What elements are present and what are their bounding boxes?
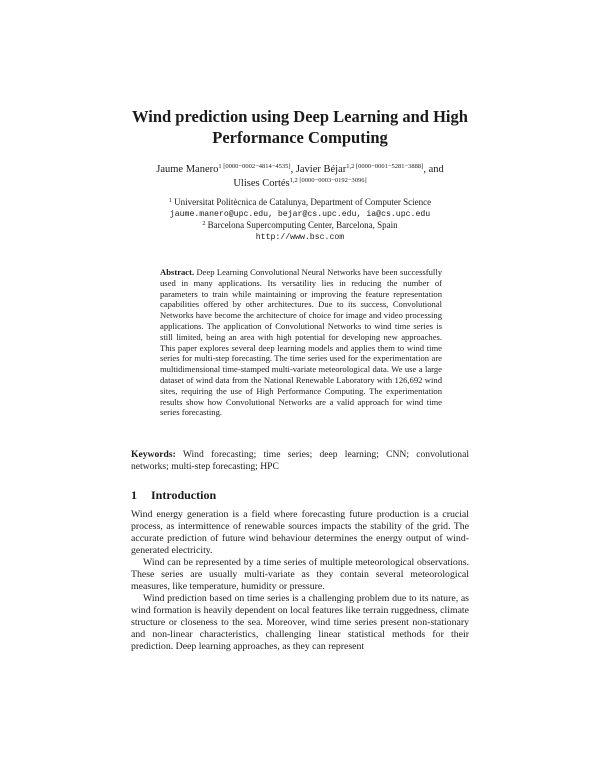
affiliation-number: 1 bbox=[168, 198, 172, 204]
author-affiliation-marker: 1,2 [0000−0001−5281−3888] bbox=[346, 163, 424, 170]
author-name: Ulises Cortés bbox=[233, 178, 290, 189]
section-number: 1 bbox=[131, 488, 137, 502]
author-list bbox=[110, 163, 490, 191]
abstract bbox=[160, 267, 442, 418]
author-separator: , and bbox=[423, 164, 444, 175]
abstract-label: Abstract. bbox=[160, 267, 195, 277]
keywords bbox=[131, 449, 469, 473]
affiliation-name: Universitat Politècnica de Catalunya, Department of Computer Science bbox=[174, 197, 432, 207]
paragraph: Wind energy generation is a field where forecasting future production is a crucial process, as intermittence of renewable sources impacts the stability of the grid. The accurate prediction of future wind behaviour determines the energy output of wind-generated electricity. bbox=[131, 509, 469, 556]
abstract-text: Deep Learning Convolutional Neural Networks have been successfully used in many applications. Its versatility lies in reducing the number of parameters to train while maintaining or improving the feature representation capabilities offered by other architectures. Due to its success, Convolutional Networks have become the architecture of choice for image and video processing applications. The application of Convolutional Networks to wind time series is still limited, being an area with high potential for developing new approaches. This paper explores several deep learning models and applies them to wind time series for multi-step forecasting. The time series used for the experimentation are multidimensional time-stamped multi-variate meteorological data. We use a large dataset of wind data from the National Renewable Laboratory with 126,692 wind sites, requiring the use of High Performance Computing. The experimentation results show how Convolutional Networks are a valid approach for wind time series forecasting. bbox=[160, 267, 443, 418]
affiliation-name: Barcelona Supercomputing Center, Barcelona, Spain bbox=[207, 220, 398, 230]
affiliation-url[interactable]: http://www.bsc.com bbox=[255, 232, 345, 242]
paper-title: Wind prediction using Deep Learning and High Performance Computing bbox=[132, 107, 468, 147]
author-name: Javier Béjar bbox=[295, 164, 347, 175]
affiliation-number: 2 bbox=[202, 221, 206, 227]
affiliation-1 bbox=[110, 197, 490, 209]
author-affiliation-marker: 1 [0000−0002−4814−4535] bbox=[218, 163, 291, 170]
author-emails[interactable]: jaume.manero@upc.edu, bejar@cs.upc.edu, ia@cs.upc.edu bbox=[169, 209, 431, 219]
paragraph: Wind prediction based on time series is a challenging problem due to its nature, as wind formation is heavily dependent on local features like terrain ruggedness, climate structure or closeness to the sea. Moreover, wind time series present non-stationary and non-linear characteristics, challenging linear statistical methods for their prediction. Deep learning approaches, as they can represent bbox=[131, 593, 469, 652]
affiliation-2 bbox=[110, 220, 490, 232]
paragraph: Wind can be represented by a time series of multiple meteorological observations. These series are usually multi-variate as they contain several meteorological measures, like temperature, humidity or pressure. bbox=[131, 557, 469, 592]
keywords-label: Keywords: bbox=[131, 449, 176, 460]
author-name: Jaume Manero bbox=[156, 164, 219, 175]
affiliations bbox=[110, 197, 490, 243]
section-heading bbox=[131, 488, 469, 502]
author-separator: , bbox=[290, 164, 296, 175]
section-title: Introduction bbox=[151, 488, 217, 502]
author-affiliation-marker: 1,2 [0000−0003−0192−3096] bbox=[289, 177, 367, 184]
section-body bbox=[131, 509, 469, 653]
keywords-text: Wind forecasting; time series; deep learning; CNN; convolutional networks; multi-step forecasting; HPC bbox=[131, 449, 469, 472]
